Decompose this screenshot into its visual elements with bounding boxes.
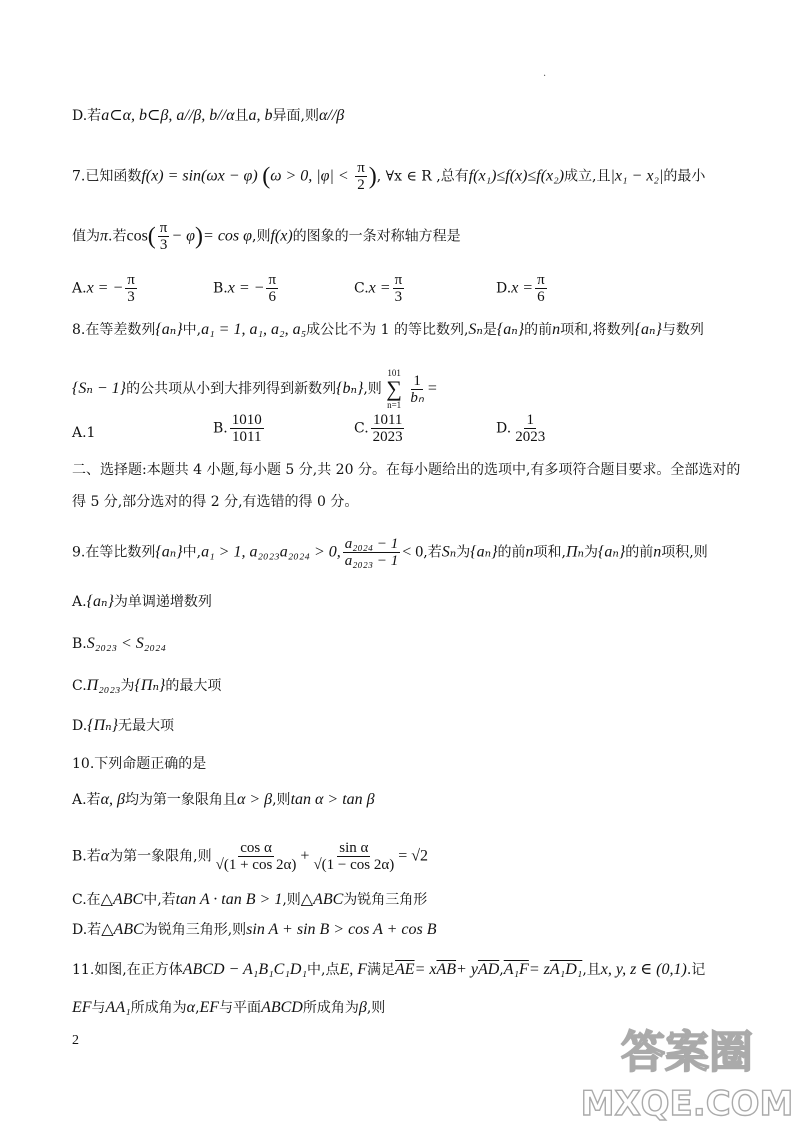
q7-stem-line1: 7.已知函数f(x) = sin(ωx − φ) (ω > 0, |φ| < $\frac{\pi}{2}$ ), ∀x ∈ R ,总有f(x₁)≤f(x)≤f(x₂)成立,且|x₁ − x₂|的最小 — [72, 160, 706, 193]
q10-stem: 10.下列命题正确的是 — [72, 756, 207, 772]
q7-option-b: B.x = − $\frac{\pi}{6}$ — [213, 272, 277, 305]
q6-option-d: D.若a⊂α, b⊂β, a//β, b//α且a, b异面,则α//β — [72, 107, 345, 124]
q8-option-a: A.1 — [72, 425, 96, 441]
pi-over-3: $\frac{\pi}{3}$ — [159, 220, 168, 253]
q9-option-b: B.S₂₀₂₃ < S₂₀₂₄ — [72, 635, 167, 652]
q8-stem-line1: 8.在等差数列{aₙ}中,a₁ = 1, a₁, a₂, a₅成公比不为 1 的等比数列,Sₙ是{aₙ}的前n项和,将数列{aₙ}与数列 — [72, 321, 704, 338]
watermark-logo — [580, 1015, 794, 1125]
q9-option-a: A.{aₙ}为单调递增数列 — [72, 593, 212, 610]
q11-stem-line2: EF与AA₁所成角为α,EF与平面ABCD所成角为β,则 — [72, 999, 386, 1016]
header-dot: . — [543, 68, 547, 79]
q7-option-c: C.x = $\frac{\pi}{3}$ — [354, 272, 403, 305]
q7-option-d: D.x = $\frac{\pi}{6}$ — [496, 272, 545, 305]
q10-option-a: A.若α, β均为第一象限角且α > β,则tan α > tan β — [72, 791, 375, 808]
q11-stem-line1: 11.如图,在正方体ABCD − A₁B₁C₁D₁中,点E, F满足$\overline{AE}= x\overline{AB}+ y\overline{AD},A_1F= zA_1D_1$,且x, y, z ∈ (0,1).记 — [72, 961, 706, 978]
q10-option-c: C.在△ABC中,若tan A · tan B > 1,则△ABC为锐角三角形 — [72, 891, 428, 908]
q7-stem-line2: 值为π.若cos( $\frac{\pi}{3}$ − φ)= cos φ,则f(x)的图象的一条对称轴方程是 — [72, 220, 461, 253]
pi-over-2: $\frac{\pi}{2}$ — [357, 160, 365, 193]
q8-option-d: D. $\frac{1}{2023}$ — [496, 412, 546, 445]
q9-stem: 9.在等比数列{aₙ}中,a₁ > 1, a₂₀₂₃a₂₀₂₄ > 0, $\frac{\text{a₂₀₂₄ − 1}}{\text{a₂₀₂₃ − 1}}$ < 0,若Sₙ为{aₙ}的前n项和,Πₙ为{aₙ}的前n项积,则 — [72, 536, 708, 569]
section2-instructions-line1: 二、选择题:本题共 4 小题,每小题 5 分,共 20 分。在每小题给出的选项中,有多项符合题目要求。全部选对的 — [72, 462, 741, 478]
q10-option-b: B.若α为第一象限角,则 $\frac{\text{cos α}}{√(1 + \cos 2\alpha)}$ + $\frac{\text{sin α}}{√(1 - \cos 2\alpha)}$ = √2 — [72, 840, 429, 873]
q8-stem-line2: {Sₙ − 1}的公共项从小到大排列得到新数列{bₙ},则 101 ∑ n=1 $\frac{1}{\text{bₙ}}$ = — [72, 368, 437, 410]
q9-option-c: C.Π₂₀₂₃为{Πₙ}的最大项 — [72, 677, 222, 694]
q9-option-d: D.{Πₙ}无最大项 — [72, 717, 175, 734]
page-number: 2 — [72, 1033, 79, 1048]
sum-symbol: 101 ∑ n=1 — [386, 368, 402, 410]
q8-option-c: C. $\frac{1011}{2023}$ — [354, 412, 403, 445]
section2-instructions-line2: 得 5 分,部分选对的得 2 分,有选错的得 0 分。 — [72, 494, 359, 510]
q10-option-d: D.若△ABC为锐角三角形,则sin A + sin B > cos A + cos B — [72, 921, 437, 938]
q8-option-b: B. $\frac{1010}{1011}$ — [213, 412, 262, 445]
svg-text:答案圈: 答案圈 — [621, 1027, 753, 1078]
svg-text:MXQE.COM: MXQE.COM — [580, 1084, 794, 1124]
q7-option-a: A.x = − $\frac{\pi}{3}$ — [72, 272, 135, 305]
